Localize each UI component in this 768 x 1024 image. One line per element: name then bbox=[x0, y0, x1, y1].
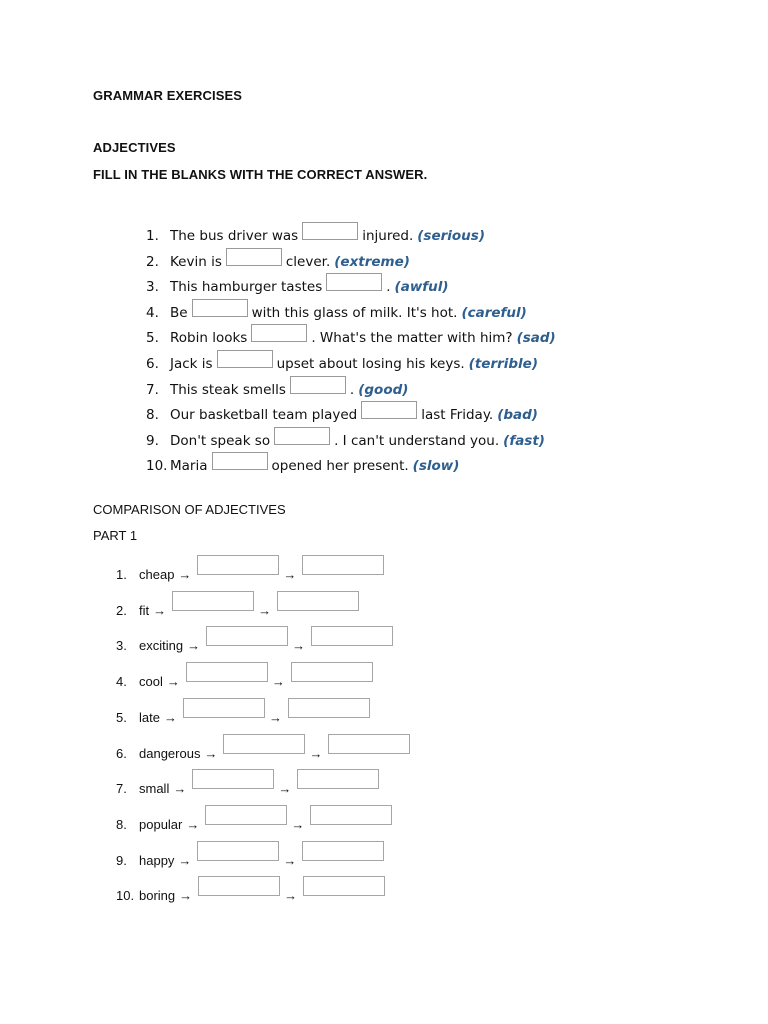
arrow-icon: → bbox=[173, 781, 187, 797]
comparative-blank[interactable] bbox=[197, 841, 279, 861]
comparative-blank[interactable] bbox=[198, 876, 280, 896]
exercise-item bbox=[146, 350, 538, 372]
arrow-icon: → bbox=[292, 638, 306, 654]
item-number: 9. bbox=[146, 432, 159, 449]
item-number: 8. bbox=[146, 407, 159, 424]
arrow-icon: → bbox=[291, 816, 305, 832]
answer-blank[interactable] bbox=[290, 376, 346, 394]
arrow-icon: → bbox=[166, 674, 180, 690]
hint-word: (careful) bbox=[461, 304, 527, 321]
answer-blank[interactable] bbox=[217, 350, 273, 368]
base-adjective: boring bbox=[139, 888, 176, 904]
answer-blank[interactable] bbox=[212, 452, 268, 470]
sentence-start: Robin looks bbox=[170, 330, 248, 347]
answer-blank[interactable] bbox=[302, 222, 358, 240]
sentence-end: . bbox=[349, 381, 355, 398]
comparison-item bbox=[116, 633, 393, 653]
section-heading-comparison: COMPARISON OF ADJECTIVES bbox=[93, 502, 286, 517]
sentence-end: clever. bbox=[285, 253, 331, 270]
base-adjective: late bbox=[139, 709, 160, 725]
superlative-blank[interactable] bbox=[297, 769, 379, 789]
base-adjective: happy bbox=[139, 852, 175, 868]
comparison-item bbox=[116, 741, 410, 761]
hint-word: (extreme) bbox=[334, 253, 410, 270]
hint-word: (fast) bbox=[503, 432, 545, 449]
sentence-start: Jack is bbox=[170, 356, 213, 372]
base-adjective: small bbox=[139, 781, 170, 797]
arrow-icon: → bbox=[278, 781, 292, 797]
arrow-icon: → bbox=[178, 567, 192, 582]
item-number: 3. bbox=[146, 279, 159, 296]
sentence-start: Kevin is bbox=[170, 253, 222, 270]
sentence-start: Our basketball team played bbox=[170, 407, 358, 424]
arrow-icon: → bbox=[283, 852, 297, 868]
comparative-blank[interactable] bbox=[197, 555, 279, 575]
comparison-item bbox=[116, 776, 379, 796]
base-adjective: popular bbox=[139, 816, 183, 832]
item-number: 10. bbox=[116, 888, 135, 904]
hint-word: (terrible) bbox=[468, 356, 539, 372]
base-adjective: fit bbox=[139, 602, 150, 618]
exercise-item bbox=[146, 376, 408, 398]
answer-blank[interactable] bbox=[326, 273, 382, 291]
item-number: 5. bbox=[116, 709, 127, 725]
superlative-blank[interactable] bbox=[277, 591, 359, 611]
sentence-start: The bus driver was bbox=[170, 228, 299, 244]
hint-word: (good) bbox=[358, 381, 409, 398]
superlative-blank[interactable] bbox=[288, 698, 370, 718]
hint-word: (serious) bbox=[417, 228, 486, 244]
item-number: 2. bbox=[116, 602, 127, 618]
comparison-item bbox=[116, 883, 385, 903]
arrow-icon: → bbox=[186, 816, 200, 832]
comparison-item bbox=[116, 598, 359, 618]
exercise-item bbox=[146, 401, 538, 423]
item-number: 6. bbox=[146, 356, 159, 372]
comparison-item bbox=[116, 705, 370, 725]
arrow-icon: → bbox=[178, 852, 192, 868]
item-number: 7. bbox=[116, 781, 127, 797]
answer-blank[interactable] bbox=[192, 299, 248, 317]
comparison-item bbox=[116, 848, 384, 868]
hint-word: (slow) bbox=[412, 458, 460, 475]
comparative-blank[interactable] bbox=[223, 734, 305, 754]
arrow-icon: → bbox=[163, 709, 177, 725]
sentence-start: This hamburger tastes bbox=[170, 279, 323, 296]
item-number: 4. bbox=[146, 304, 159, 321]
superlative-blank[interactable] bbox=[303, 876, 385, 896]
arrow-icon: → bbox=[187, 638, 201, 654]
base-adjective: cheap bbox=[139, 567, 175, 582]
comparative-blank[interactable] bbox=[192, 769, 274, 789]
item-number: 9. bbox=[116, 852, 127, 868]
item-number: 5. bbox=[146, 330, 159, 347]
hint-word: (awful) bbox=[394, 279, 449, 296]
item-number: 7. bbox=[146, 381, 159, 398]
exercise-item bbox=[146, 324, 556, 346]
base-adjective: cool bbox=[139, 674, 163, 690]
superlative-blank[interactable] bbox=[302, 841, 384, 861]
answer-blank[interactable] bbox=[361, 401, 417, 419]
exercise-item bbox=[146, 273, 449, 295]
superlative-blank[interactable] bbox=[311, 626, 393, 646]
exercise-item bbox=[146, 248, 410, 270]
hint-word: (sad) bbox=[516, 330, 556, 347]
exercise-item bbox=[146, 452, 459, 474]
section-heading-adjectives: ADJECTIVES bbox=[93, 140, 176, 155]
item-number: 6. bbox=[116, 745, 127, 761]
exercise-item bbox=[146, 427, 545, 449]
item-number: 3. bbox=[116, 638, 127, 654]
comparison-item bbox=[116, 812, 392, 832]
arrow-icon: → bbox=[268, 709, 282, 725]
sentence-end: with this glass of milk. It's hot. bbox=[251, 304, 458, 321]
arrow-icon: → bbox=[204, 745, 218, 761]
superlative-blank[interactable] bbox=[310, 805, 392, 825]
base-adjective: exciting bbox=[139, 638, 184, 654]
arrow-icon: → bbox=[258, 602, 272, 618]
sentence-end: . What's the matter with him? bbox=[311, 330, 513, 347]
sentence-start: Don't speak so bbox=[170, 432, 271, 449]
item-number: 1. bbox=[116, 567, 127, 582]
exercise-item bbox=[146, 299, 527, 321]
item-number: 10. bbox=[146, 458, 168, 475]
superlative-blank[interactable] bbox=[302, 555, 384, 575]
comparison-item bbox=[116, 562, 384, 582]
sentence-end: injured. bbox=[362, 228, 414, 244]
item-number: 2. bbox=[146, 253, 159, 270]
comparative-blank[interactable] bbox=[205, 805, 287, 825]
sentence-end: upset about losing his keys. bbox=[276, 356, 465, 372]
answer-blank[interactable] bbox=[274, 427, 330, 445]
comparative-blank[interactable] bbox=[186, 662, 268, 682]
comparison-item bbox=[116, 669, 373, 689]
arrow-icon: → bbox=[153, 602, 167, 618]
sentence-end: . I can't understand you. bbox=[334, 432, 500, 449]
arrow-icon: → bbox=[284, 888, 298, 904]
sentence-start: Be bbox=[170, 304, 188, 321]
sentence-end: opened her present. bbox=[271, 458, 409, 475]
arrow-icon: → bbox=[179, 888, 193, 904]
comparative-blank[interactable] bbox=[183, 698, 265, 718]
comparative-blank[interactable] bbox=[172, 591, 254, 611]
superlative-blank[interactable] bbox=[291, 662, 373, 682]
arrow-icon: → bbox=[271, 674, 285, 690]
part-label: PART 1 bbox=[93, 528, 138, 543]
instruction-text: FILL IN THE BLANKS WITH THE CORRECT ANSWER. bbox=[93, 167, 428, 182]
arrow-icon: → bbox=[309, 745, 323, 761]
sentence-start: Maria bbox=[170, 458, 208, 475]
sentence-end: last Friday. bbox=[421, 407, 494, 424]
comparative-blank[interactable] bbox=[206, 626, 288, 646]
page-title: GRAMMAR EXERCISES bbox=[93, 88, 243, 103]
answer-blank[interactable] bbox=[251, 324, 307, 342]
base-adjective: dangerous bbox=[139, 745, 201, 761]
sentence-end: . bbox=[386, 279, 391, 296]
superlative-blank[interactable] bbox=[328, 734, 410, 754]
item-number: 8. bbox=[116, 816, 127, 832]
exercise-item bbox=[146, 222, 485, 244]
hint-word: (bad) bbox=[497, 407, 538, 424]
arrow-icon: → bbox=[283, 567, 297, 582]
item-number: 4. bbox=[116, 674, 127, 690]
sentence-start: This steak smells bbox=[170, 381, 286, 398]
item-number: 1. bbox=[146, 228, 159, 244]
answer-blank[interactable] bbox=[226, 248, 282, 266]
